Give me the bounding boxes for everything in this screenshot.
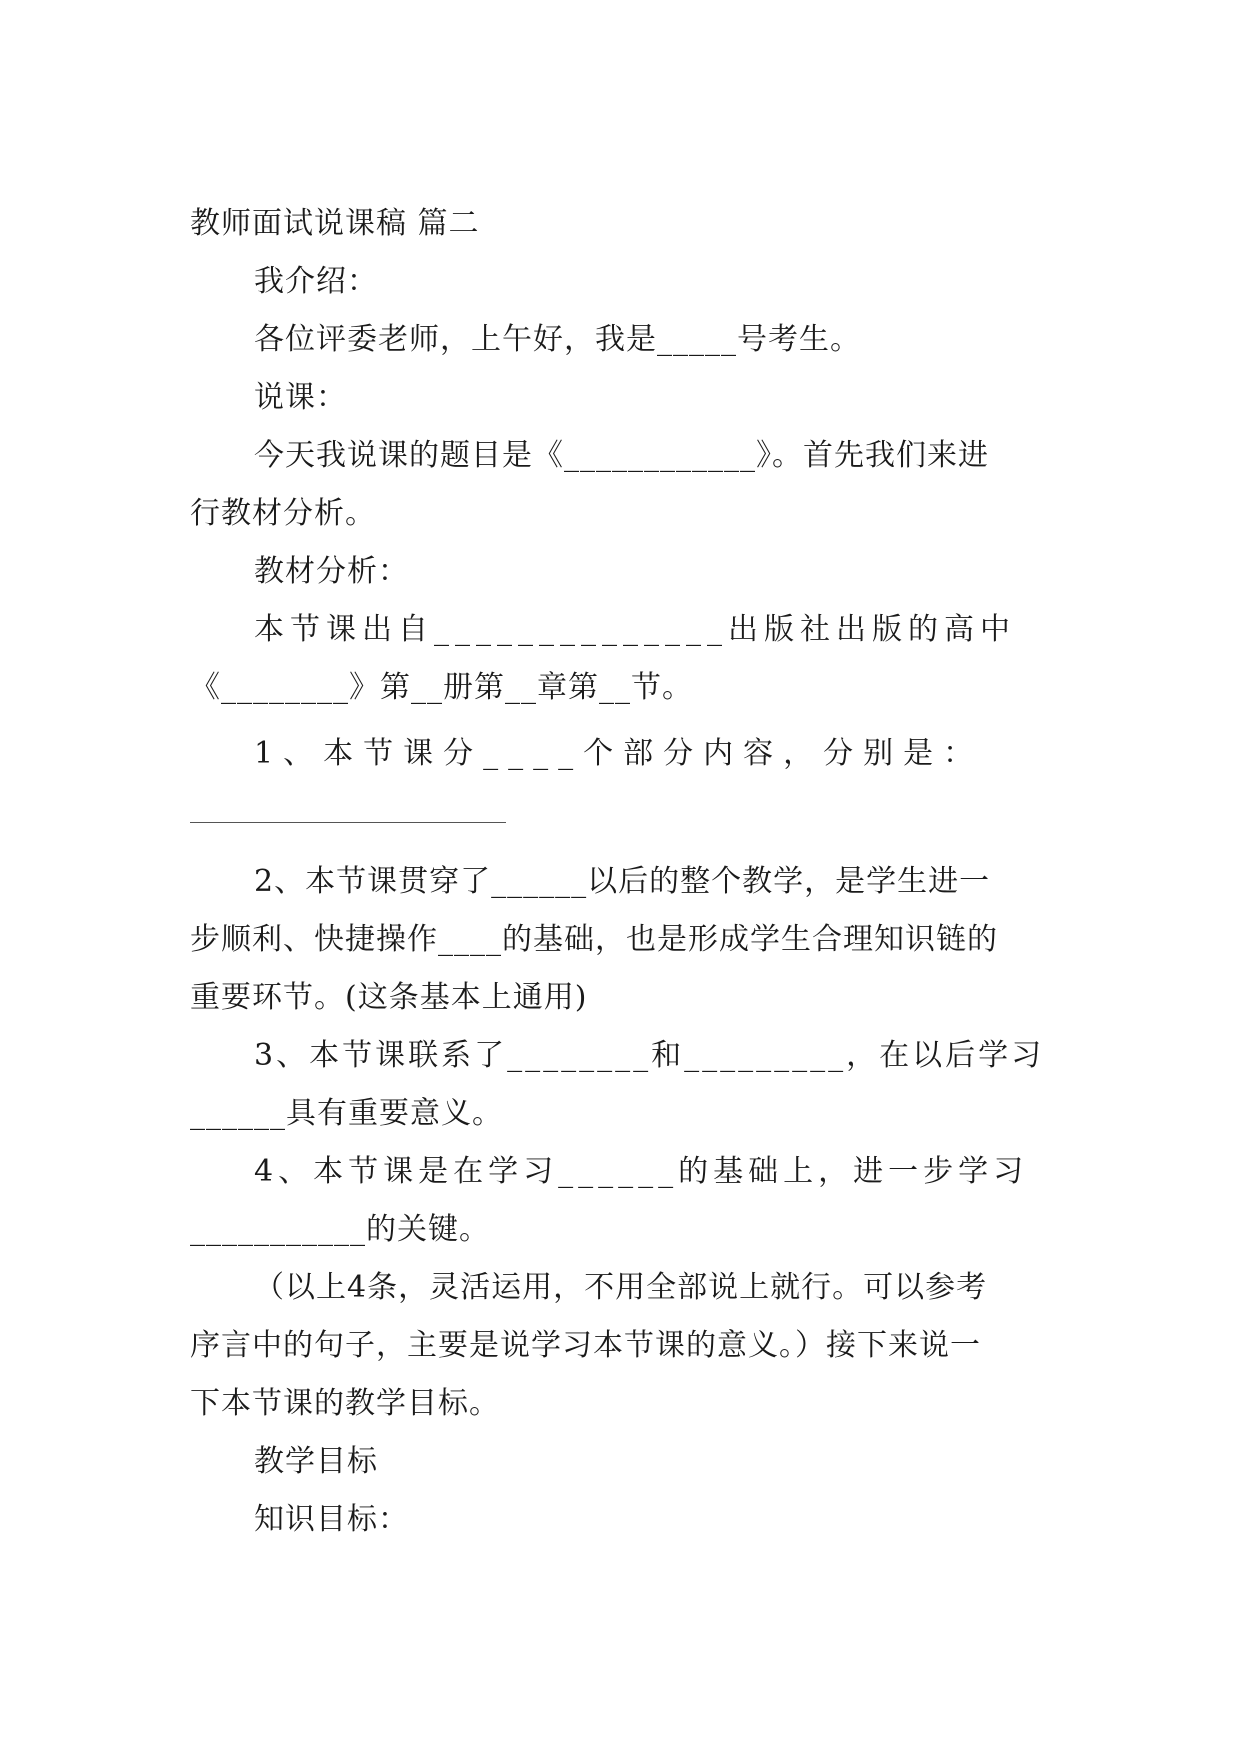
paragraph-line: （以上4条，灵活运用，不用全部说上就行。可以参考 (254, 1270, 988, 1305)
paragraph-line: 知识目标： (254, 1502, 409, 1537)
paragraph-line: ______具有重要意义。 (190, 1096, 503, 1131)
paragraph-line: 1、本节课分____个部分内容，分别是： (254, 736, 984, 771)
paragraph-line: 下本节课的教学目标。 (190, 1386, 500, 1421)
paragraph-line: 教材分析： (254, 554, 409, 589)
paragraph-line: 步顺利、快捷操作____的基础，也是形成学生合理知识链的 (190, 922, 998, 957)
fill-in-blank-rule (190, 822, 506, 823)
paragraph-line: 重要环节。(这条基本上通用) (190, 980, 588, 1015)
paragraph-line: 说课： (254, 380, 347, 415)
paragraph-line: 3、本节课联系了________和_________，在以后学习 (254, 1038, 1045, 1073)
paragraph-line: 我介绍： (254, 264, 378, 299)
paragraph-line: 行教材分析。 (190, 496, 376, 531)
paragraph-line: 序言中的句子，主要是说学习本节课的意义。）接下来说一 (190, 1328, 981, 1363)
paragraph-line: ___________的关键。 (190, 1212, 490, 1247)
paragraph-line: 各位评委老师，上午好，我是_____号考生。 (254, 322, 861, 357)
paragraph-line: 今天我说课的题目是《____________》。首先我们来进 (254, 438, 989, 473)
document-title: 教师面试说课稿 篇二 (190, 206, 480, 241)
paragraph-line: 教学目标 (254, 1444, 378, 1479)
paragraph-line: 4、本节课是在学习______的基础上，进一步学习 (254, 1154, 1029, 1189)
paragraph-line: 《________》第__册第__章第__节。 (190, 670, 693, 705)
paragraph-line: 2、本节课贯穿了______以后的整个教学，是学生进一 (254, 864, 991, 899)
document-page (190, 0, 1050, 1754)
paragraph-line: 本节课出自______________出版社出版的高中 (254, 612, 1016, 647)
